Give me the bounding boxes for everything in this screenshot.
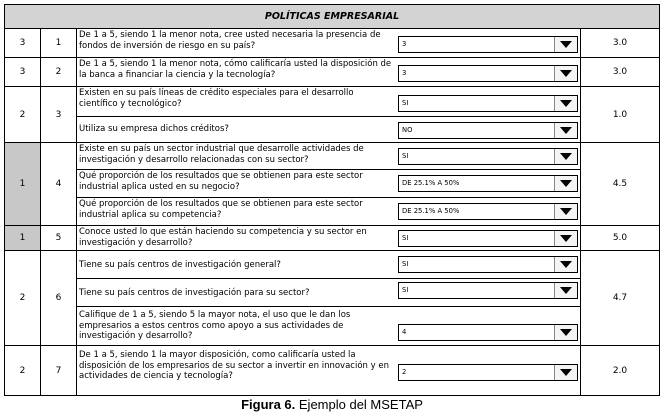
caption-text: Ejemplo del MSETAP: [298, 397, 423, 412]
chevron-down-icon[interactable]: [554, 66, 577, 81]
question-text: De 1 a 5, siendo 1 la menor nota, cómo calificaría usted la disposición de la banca a financiar la ciencia y la tecnología?: [79, 59, 392, 80]
answer-select[interactable]: [398, 324, 578, 341]
answer-value: SI: [402, 152, 409, 160]
questions-cell: [77, 251, 580, 345]
table-header: [5, 5, 659, 29]
chevron-down-icon[interactable]: [554, 231, 577, 246]
answer-value: SI: [402, 260, 409, 268]
questions-cell: [77, 143, 580, 225]
answer-select[interactable]: [398, 175, 578, 192]
answer-select[interactable]: [398, 122, 578, 139]
question-item: [77, 29, 580, 57]
col-a-cell: 2: [5, 346, 41, 395]
questions-cell: [77, 87, 580, 142]
answer-select[interactable]: [398, 282, 578, 299]
question-item: [77, 307, 580, 345]
col-b-cell: 1: [41, 29, 77, 57]
question-text: De 1 a 5, siendo 1 la menor nota, cree usted necesaria la presencia de fondos de inversión de riesgo en su país?: [79, 30, 381, 51]
chevron-down-icon[interactable]: [554, 365, 577, 380]
chevron-down-icon[interactable]: [554, 37, 577, 52]
chevron-down-icon[interactable]: [554, 123, 577, 138]
table-row: [5, 87, 659, 143]
score-cell: 1.0: [580, 87, 659, 142]
col-a-cell: 2: [5, 87, 41, 142]
table-row: [5, 29, 659, 58]
answer-select[interactable]: [398, 203, 578, 220]
answer-select[interactable]: [398, 95, 578, 112]
caption-label: Figura 6.: [241, 397, 296, 412]
question-item: [77, 117, 580, 142]
question-item: [77, 226, 580, 250]
col-b-cell: 5: [41, 226, 77, 250]
col-b-cell: 4: [41, 143, 77, 225]
score-cell: 5.0: [580, 226, 659, 250]
msetap-table: [4, 4, 660, 396]
col-b-cell: 6: [41, 251, 77, 345]
chevron-down-icon[interactable]: [554, 176, 577, 191]
question-text: Conoce usted lo que están haciendo su competencia y su sector en investigación y desarrollo?: [79, 227, 367, 248]
question-text: Qué proporción de los resultados que se obtienen para este sector industrial aplica su competencia?: [79, 199, 363, 220]
col-b-cell: 7: [41, 346, 77, 395]
question-text: Califique de 1 a 5, siendo 5 la mayor nota, el uso que le dan los empresarios a estos centros como apoyo a sus actividades de investigación y desarrollo?: [79, 310, 351, 341]
col-a-cell: 2: [5, 251, 41, 345]
question-text: Qué proporción de los resultados que se obtienen para este sector industrial aplica usted en su negocio?: [79, 171, 363, 192]
answer-select[interactable]: [398, 364, 578, 381]
chevron-down-icon[interactable]: [554, 325, 577, 340]
question-text: De 1 a 5, siendo 1 la mayor disposición, como calificaría usted la disposición de los empresarios de su sector a invertir en innovación y en actividades de ciencia y tecnología?: [79, 350, 389, 381]
table-row: [5, 58, 659, 87]
answer-select[interactable]: [398, 256, 578, 273]
chevron-down-icon[interactable]: [554, 257, 577, 272]
table-row: [5, 251, 659, 346]
answer-value: SI: [402, 286, 409, 294]
question-item: [77, 87, 580, 117]
score-cell: 3.0: [580, 58, 659, 86]
questions-cell: [77, 346, 580, 395]
questions-cell: [77, 29, 580, 57]
question-text: Existe en su país un sector industrial que desarrolle actividades de investigación y desarrollo relacionadas con su sector?: [79, 144, 364, 165]
answer-value: NO: [402, 126, 413, 134]
question-item: [77, 170, 580, 198]
col-b-cell: 2: [41, 58, 77, 86]
answer-select[interactable]: [398, 36, 578, 53]
questions-cell: [77, 58, 580, 86]
chevron-down-icon[interactable]: [554, 149, 577, 164]
chevron-down-icon[interactable]: [554, 283, 577, 298]
table-row: [5, 143, 659, 226]
score-cell: 3.0: [580, 29, 659, 57]
score-cell: 4.5: [580, 143, 659, 225]
question-item: [77, 58, 580, 86]
table-row: [5, 226, 659, 251]
answer-value: SI: [402, 99, 409, 107]
table-title: POLÍTICAS EMPRESARIAL: [264, 11, 400, 22]
figure-caption: [0, 397, 664, 412]
question-item: [77, 251, 580, 279]
col-b-cell: 3: [41, 87, 77, 142]
answer-value: 4: [402, 328, 407, 336]
answer-select[interactable]: [398, 230, 578, 247]
answer-value: 3: [402, 69, 407, 77]
question-text: Utiliza su empresa dichos créditos?: [79, 124, 229, 134]
answer-value: 3: [402, 40, 407, 48]
answer-value: DE 25.1% A 50%: [402, 179, 460, 187]
col-a-cell: 1: [5, 143, 41, 225]
question-item: [77, 279, 580, 307]
answer-select[interactable]: [398, 65, 578, 82]
answer-value: SI: [402, 234, 409, 242]
question-text: Tiene su país centros de investigación para su sector?: [79, 288, 310, 298]
answer-value: 2: [402, 368, 407, 376]
score-cell: 2.0: [580, 346, 659, 395]
questions-cell: [77, 226, 580, 250]
question-text: Tiene su país centros de investigación general?: [79, 260, 281, 270]
question-item: [77, 198, 580, 225]
col-a-cell: 1: [5, 226, 41, 250]
col-a-cell: 3: [5, 29, 41, 57]
chevron-down-icon[interactable]: [554, 96, 577, 111]
question-item: [77, 346, 580, 395]
answer-value: DE 25.1% A 50%: [402, 207, 460, 215]
question-item: [77, 143, 580, 170]
answer-select[interactable]: [398, 148, 578, 165]
question-text: Existen en su país líneas de crédito especiales para el desarrollo científico y tecnológico?: [79, 88, 354, 109]
col-a-cell: 3: [5, 58, 41, 86]
score-cell: 4.7: [580, 251, 659, 345]
chevron-down-icon[interactable]: [554, 204, 577, 219]
table-row: [5, 346, 659, 396]
